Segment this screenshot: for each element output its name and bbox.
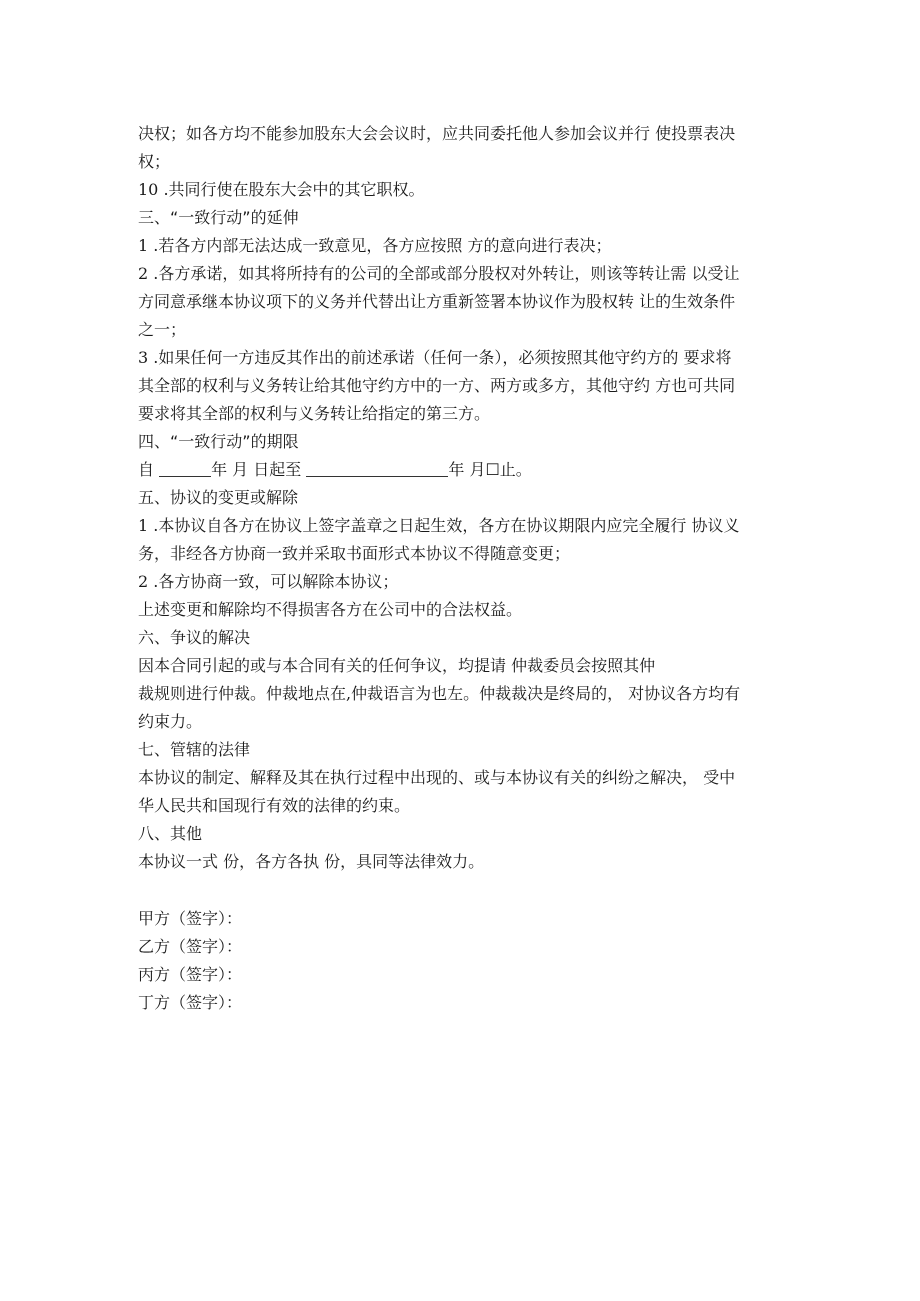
signature-party-c: 丙方（签字）： — [138, 965, 243, 984]
clause-text: 要求将其全部的权利与义务转让给指定的第三方。 — [138, 404, 491, 423]
term-mid: 年 月 日起至 — [211, 460, 307, 479]
term-line — [138, 456, 788, 484]
section-8-heading: 八、其他 — [138, 824, 203, 843]
clause-text: 务，非经各方协商一致并采取书面形式本协议不得随意变更； — [138, 544, 571, 563]
clause-text: 裁规则进行仲裁。仲裁地点在,仲裁语言为也左。仲裁裁决是终局的， 对协议各方均有 — [138, 684, 741, 703]
blank-field — [159, 460, 211, 477]
clause-5-1: 1 .本协议自各方在协议上签字盖章之日起生效，各方在协议期限内应完全履行 协议义 — [138, 516, 740, 535]
clause-text: 华人民共和国现行有效的法律的约束。 — [138, 796, 411, 815]
clause-5-2: 2 .各方协商一致，可以解除本协议； — [138, 572, 399, 591]
clause-3-3: 3 .如果任何一方违反其作出的前述承诺（任何一条），必须按照其他守约方的 要求将 — [138, 348, 732, 367]
section-6-heading: 六、争议的解决 — [138, 628, 251, 647]
clause-text: 方同意承继本协议项下的义务并代替出让方重新签署本协议作为股权转 让的生效条件 — [138, 292, 736, 311]
section-5-heading: 五、协议的变更或解除 — [138, 488, 299, 507]
signature-party-b: 乙方（签字）： — [138, 937, 243, 956]
section-7-heading: 七、管辖的法律 — [138, 740, 251, 759]
signature-party-d: 丁方（签字）： — [138, 993, 243, 1012]
clause-text: 决权；如各方均不能参加股东大会会议时，应共同委托他人参加会议并行 使投票表决 — [138, 124, 736, 143]
section-3-heading: 三、“一致行动”的延伸 — [138, 208, 299, 227]
term-suffix: 年 月☐止。 — [448, 460, 532, 479]
section-4-heading: 四、“一致行动”的期限 — [138, 432, 299, 451]
signature-party-a: 甲方（签字）： — [138, 909, 243, 928]
clause-3-1: 1 .若各方内部无法达成一致意见，各方应按照 方的意向进行表决； — [138, 236, 612, 255]
term-prefix: 自 — [138, 460, 160, 479]
clause-text: 其全部的权利与义务转让给其他守约方中的一方、两方或多方，其他守约 方也可共同 — [138, 376, 736, 395]
clause-text: 本协议一式 份，各方各执 份，具同等法律效力。 — [138, 852, 485, 871]
clause-text: 之一； — [138, 320, 187, 339]
clause-text: 因本合同引起的或与本合同有关的任何争议，均提请 仲裁委员会按照其仲 — [138, 656, 656, 675]
document-body — [138, 120, 788, 1017]
blank-field — [306, 460, 448, 477]
clause-3-2: 2 .各方承诺，如其将所持有的公司的全部或部分股权对外转让，则该等转让需 以受让 — [138, 264, 740, 283]
clause-text: 权； — [138, 152, 171, 171]
spacer — [138, 876, 788, 905]
clause-10: 10 .共同行使在股东大会中的其它职权。 — [138, 180, 425, 199]
clause-text: 上述变更和解除均不得损害各方在公司中的合法权益。 — [138, 600, 523, 619]
clause-text: 本协议的制定、解释及其在执行过程中出现的、或与本协议有关的纠纷之解决， 受中 — [138, 768, 736, 787]
clause-text: 约束力。 — [138, 712, 203, 731]
